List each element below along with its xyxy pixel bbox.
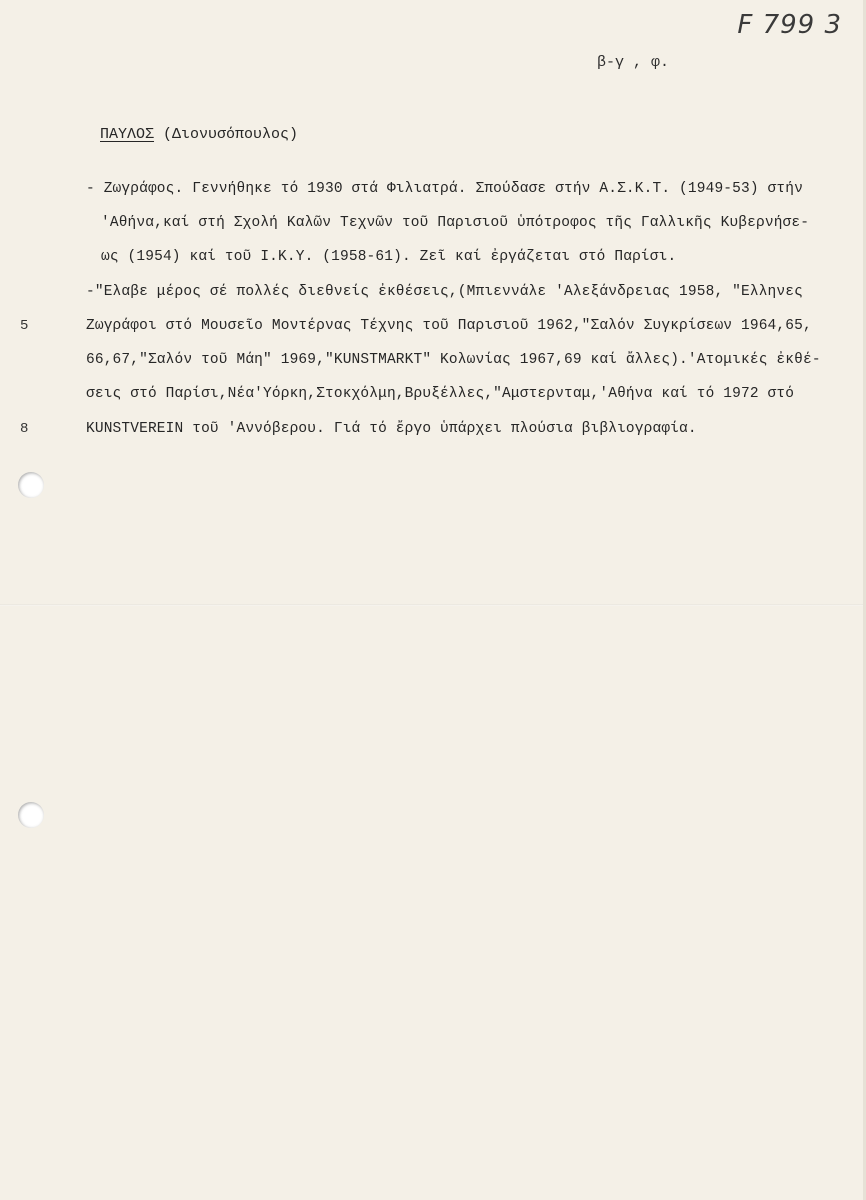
line-number: 8 [20, 421, 29, 437]
body-line: 'Αθήνα,καί στή Σχολή Καλῶν Τεχνῶν τοῦ Παρισιοῦ ὑπότροφος τῆς Γαλλικῆς Κυβερνήσε- [101, 215, 810, 231]
body-line: ως (1954) καί τοῦ Ι.Κ.Υ. (1958-61). Ζεῖ καί ἐργάζεται στό Παρίσι. [101, 249, 677, 265]
body-line: -"Ελαβε μέρος σέ πολλές διεθνείς ἐκθέσεις,(Μπιεννάλε 'Αλεξάνδρειας 1958, "Ελληνες [86, 284, 803, 300]
archive-code: F 799 3 [737, 10, 842, 40]
document-reference: β-γ , φ. [597, 54, 670, 71]
punch-hole-icon [18, 802, 44, 828]
body-line: - Ζωγράφος. Γεννήθηκε τό 1930 στά Φιλιατρά. Σπούδασε στήν Α.Σ.Κ.Τ. (1949-53) στήν [86, 181, 803, 197]
line-number: 5 [20, 318, 29, 334]
page-title [100, 126, 298, 143]
artist-surname: (Διονυσόπουλος) [163, 126, 299, 143]
body-line: Ζωγράφοι στό Μουσεῖο Μοντέρνας Τέχνης τοῦ Παρισιοῦ 1962,"Σαλόν Συγκρίσεων 1964,65, [86, 318, 812, 334]
body-line: KUNSTVEREIN τοῦ 'Αννόβερου. Γιά τό ἔργο ὑπάρχει πλούσια βιβλιογραφία. [86, 421, 697, 437]
paper-fold-line [0, 604, 866, 606]
body-line: 66,67,"Σαλόν τοῦ Μάη" 1969,"KUNSTMARKT" Κολωνίας 1967,69 καί ἄλλες).'Ατομικές ἐκθέ- [86, 352, 821, 368]
body-line: σεις στό Παρίσι,Νέα'Υόρκη,Στοκχόλμη,Βρυξέλλες,"Αμστερνταμ,'Αθήνα καί τό 1972 στό [86, 386, 795, 402]
punch-hole-icon [18, 472, 44, 498]
artist-name: ΠΑΥΛΟΣ [100, 126, 155, 143]
